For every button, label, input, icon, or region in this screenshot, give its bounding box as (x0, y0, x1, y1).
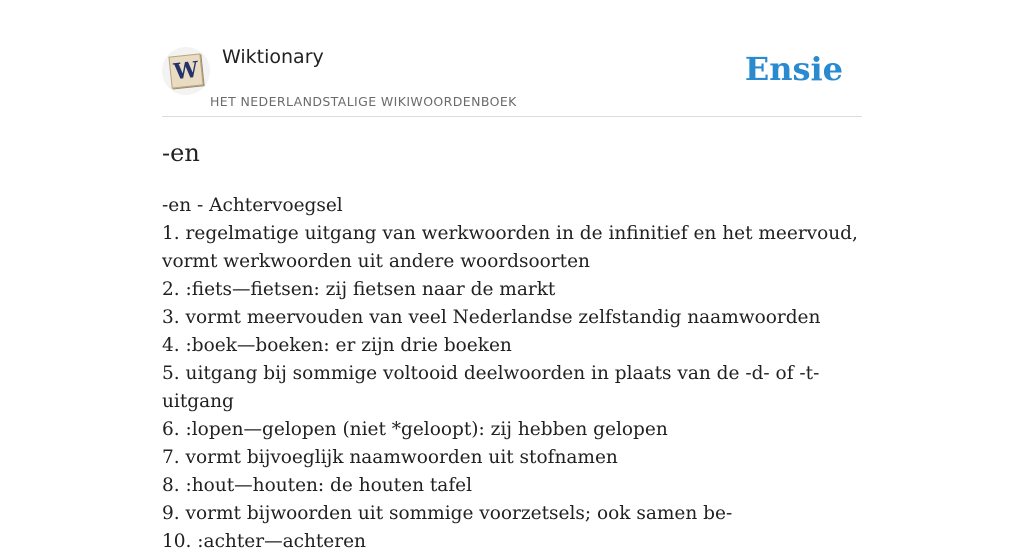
definition-line: 9. vormt bijwoorden uit sommige voorzetsels; ook samen be- (162, 503, 733, 524)
definition-line: 7. vormt bijvoeglijk naamwoorden uit stofnamen (162, 447, 618, 468)
definition-line: 5. uitgang bij sommige voltooid deelwoorden in plaats van de -d- of -t-uitgang (162, 363, 820, 412)
site-title[interactable]: Wiktionary (222, 46, 324, 68)
definition-line: 1. regelmatige uitgang van werkwoorden in de infinitief en het meervoud, vormt werkwoorden uit andere woordsoorten (162, 223, 858, 272)
logo-tile (168, 53, 203, 88)
wiktionary-logo-icon[interactable] (162, 47, 210, 95)
definition-line: 3. vormt meervouden van veel Nederlandse zelfstandig naamwoorden (162, 307, 821, 328)
site-header (162, 40, 862, 117)
page-title: -en (162, 139, 200, 167)
logo-letter: W (172, 56, 200, 86)
definition-content (162, 192, 862, 556)
site-subtitle: HET NEDERLANDSTALIGE WIKIWOORDENBOEK (210, 94, 517, 109)
definition-line: -en - Achtervoegsel (162, 195, 343, 216)
definition-line: 8. :hout—houten: de houten tafel (162, 475, 473, 496)
definition-line: 2. :fiets—fietsen: zij fietsen naar de markt (162, 279, 556, 300)
definition-line: 6. :lopen—gelopen (niet *geloopt): zij hebben gelopen (162, 419, 668, 440)
definition-line: 10. :achter—achteren (162, 531, 366, 552)
ensie-brand-link[interactable]: Ensie (744, 50, 843, 88)
definition-line: 4. :boek—boeken: er zijn drie boeken (162, 335, 512, 356)
